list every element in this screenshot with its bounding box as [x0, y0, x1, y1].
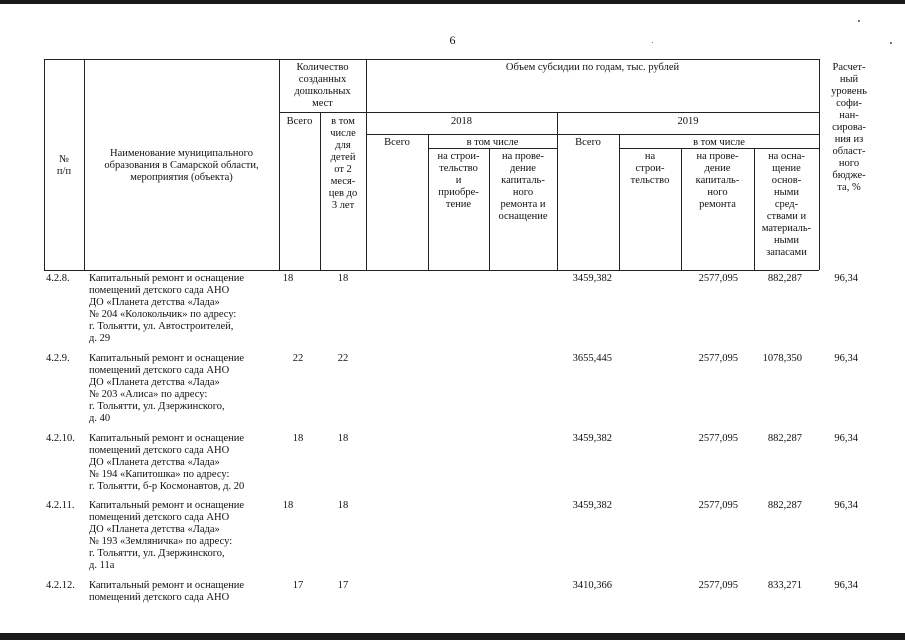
- header-subsidy: Объем субсидии по годам, тыс. рублей: [505, 62, 680, 73]
- row-equipment-2019: 882,287: [767, 433, 802, 444]
- row-number: 4.2.12.: [46, 580, 75, 591]
- row-cofinancing-level: 96,34: [834, 500, 858, 511]
- header-places-total: Всего: [286, 116, 313, 127]
- row-places-total: 18: [282, 500, 294, 511]
- row-cofinancing-level: 96,34: [834, 433, 858, 444]
- row-name: Капитальный ремонт и оснащение помещений детского сада АНО ДО «Планета детства «Лада» № 203 «Алиса» по адресу: г. Тольятти, ул. Дзержинского, д. 40: [89, 353, 245, 424]
- row-places-under3: 22: [337, 353, 349, 364]
- header-2019-repair: на прове- дение капиталь- ного ремонта: [695, 151, 740, 210]
- scan-edge-bottom: [0, 633, 905, 640]
- grid-line: [366, 112, 819, 113]
- scan-speck: [858, 20, 860, 22]
- header-cofinancing-level: Расчет- ный уровень софи- нан- сирова- ния из област- ного бюдже- та, %: [831, 62, 867, 193]
- row-name: Капитальный ремонт и оснащение помещений детского сада АНО ДО «Планета детства «Лада» № 204 «Колокольчик» по адресу: г. Тольятти, ул. Автостроителей, д. 29: [89, 273, 245, 344]
- row-name: Капитальный ремонт и оснащение помещений детского сада АНО ДО «Планета детства «Лада» № 194 «Капитошка» по адресу: г. Тольятти, б-р Космонавтов, д. 20: [89, 433, 245, 492]
- row-places-total: 22: [292, 353, 304, 364]
- row-cofinancing-level: 96,34: [834, 580, 858, 591]
- scan-edge-top: [0, 0, 905, 4]
- row-cofinancing-level: 96,34: [834, 273, 858, 284]
- header-2019-equipment: на осна- щение основ- ными сред- ствами и материаль- ными запасами: [761, 151, 812, 258]
- header-name: Наименование муниципального образования в Самарской области, мероприятия (объекта): [104, 148, 259, 183]
- row-places-under3: 18: [337, 500, 349, 511]
- row-places-total: 18: [282, 273, 294, 284]
- header-2019-construction: на строи- тельство: [630, 151, 670, 186]
- header-2019-including: в том числе: [693, 137, 745, 148]
- row-places-under3: 18: [337, 273, 349, 284]
- header-2018-total: Всего: [384, 137, 410, 148]
- row-name: Капитальный ремонт и оснащение помещений детского сада АНО ДО «Планета детства «Лада» № 193 «Земляничка» по адресу: г. Тольятти, ул. Дзержинского, д. 11а: [89, 500, 245, 571]
- grid-line: [279, 112, 366, 113]
- row-repair-2019: 2577,095: [698, 353, 738, 364]
- header-year-2018: 2018: [451, 116, 472, 127]
- row-number: 4.2.9.: [46, 353, 70, 364]
- row-name: Капитальный ремонт и оснащение помещений детского сада АНО: [89, 580, 245, 603]
- row-repair-2019: 2577,095: [698, 580, 738, 591]
- row-total-2019: 3410,366: [572, 580, 612, 591]
- row-places-under3: 18: [337, 433, 349, 444]
- row-total-2019: 3459,382: [572, 433, 612, 444]
- grid-line: [366, 134, 819, 135]
- row-repair-2019: 2577,095: [698, 500, 738, 511]
- row-equipment-2019: 1078,350: [762, 353, 802, 364]
- header-2018-repair: на прове- дение капиталь- ного ремонта и оснащение: [498, 151, 548, 222]
- header-num: № п/п: [56, 154, 72, 177]
- table-top-border: [44, 59, 819, 60]
- row-places-total: 17: [292, 580, 304, 591]
- grid-line: [366, 59, 367, 270]
- row-equipment-2019: 882,287: [767, 273, 802, 284]
- header-year-2019: 2019: [677, 116, 699, 127]
- row-equipment-2019: 882,287: [767, 500, 802, 511]
- grid-line: [557, 112, 558, 270]
- row-total-2019: 3655,445: [572, 353, 612, 364]
- page-number: 6: [449, 33, 456, 47]
- row-total-2019: 3459,382: [572, 500, 612, 511]
- row-places-under3: 17: [337, 580, 349, 591]
- header-2018-including: в том числе: [466, 137, 519, 148]
- row-repair-2019: 2577,095: [698, 433, 738, 444]
- row-number: 4.2.8.: [46, 273, 70, 284]
- row-number: 4.2.11.: [46, 500, 75, 511]
- row-total-2019: 3459,382: [572, 273, 612, 284]
- row-places-total: 18: [292, 433, 304, 444]
- header-2018-construction: на строи- тельство и приобре- тение: [437, 151, 480, 210]
- header-places-under3: в том числе для детей от 2 меся- цев до 3 лет: [328, 116, 358, 211]
- row-equipment-2019: 833,271: [767, 580, 802, 591]
- row-number: 4.2.10.: [46, 433, 75, 444]
- row-repair-2019: 2577,095: [698, 273, 738, 284]
- row-cofinancing-level: 96,34: [834, 353, 858, 364]
- header-2019-total: Всего: [575, 137, 601, 148]
- header-bottom-border: [44, 270, 819, 271]
- header-places: Количество созданных дошкольных мест: [294, 62, 351, 109]
